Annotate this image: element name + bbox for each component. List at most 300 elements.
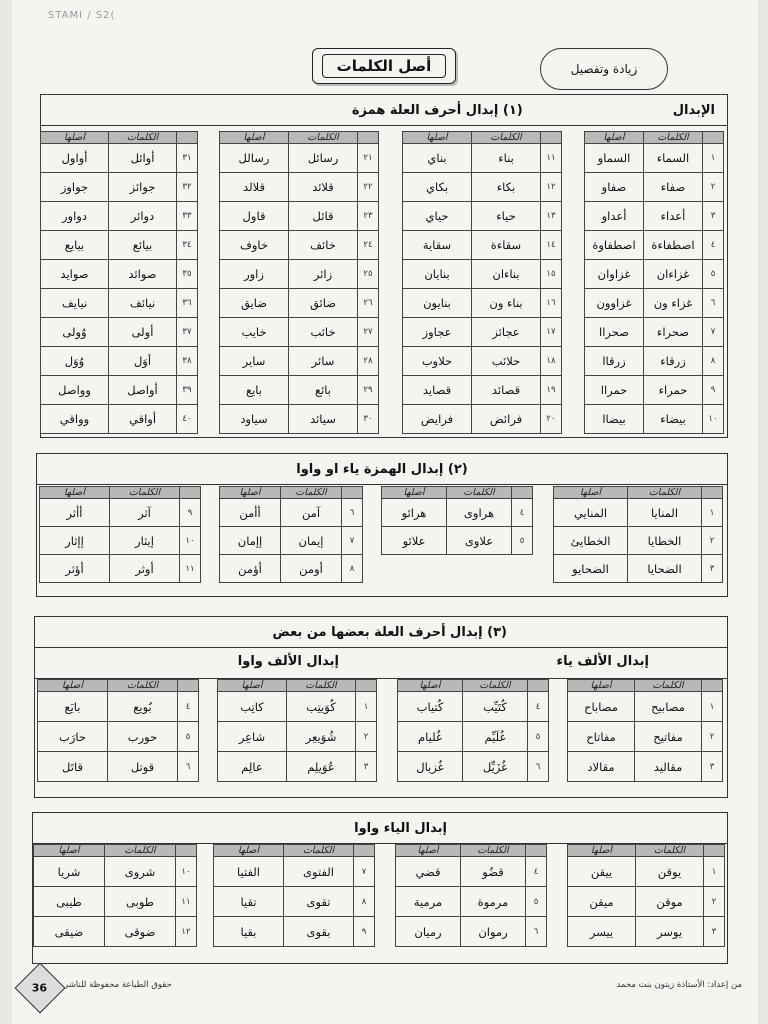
- word-cell: بائع: [289, 376, 358, 405]
- table-header-row: [34, 845, 197, 857]
- origin-cell: مفاتاح: [568, 722, 635, 752]
- word-cell: قضُو: [461, 857, 526, 887]
- table-row: [38, 692, 199, 722]
- table-row: [34, 917, 197, 947]
- section2-table-4: [39, 486, 201, 583]
- section-3: [34, 616, 728, 798]
- word-cell: بناء: [472, 144, 541, 173]
- origin-cell: بقيا: [214, 917, 284, 947]
- header-origin: أصلها: [382, 487, 447, 499]
- origin-cell: ضايق: [220, 289, 289, 318]
- origin-cell: بايع: [220, 376, 289, 405]
- word-cell: قائل: [289, 202, 358, 231]
- word-cell: بيضاء: [644, 405, 703, 434]
- word-cell: أومن: [281, 555, 342, 583]
- header-number-cell: [528, 680, 549, 692]
- word-cell: مصابيح: [635, 692, 702, 722]
- word-cell: الضحايا: [628, 555, 702, 583]
- header-origin: أصلها: [396, 845, 461, 857]
- origin-cell: رميان: [396, 917, 461, 947]
- table-row: [220, 405, 379, 434]
- table-row: [403, 405, 562, 434]
- table-row: [403, 318, 562, 347]
- footer-rights: حقوق الطباعة محفوظة للناشر: [64, 980, 172, 990]
- table-row: [214, 857, 375, 887]
- row-number: ٢٩: [358, 376, 379, 405]
- word-cell: مفاتيح: [635, 722, 702, 752]
- row-number: ٣٠: [358, 405, 379, 434]
- origin-cell: قاتَل: [38, 752, 108, 782]
- row-number: ١٧: [541, 318, 562, 347]
- header-number-cell: [356, 680, 377, 692]
- origin-cell: بيضاا: [585, 405, 644, 434]
- word-cell: حورب: [108, 722, 178, 752]
- row-number: ٩: [703, 376, 724, 405]
- table-row: [41, 202, 198, 231]
- origin-cell: صفاو: [585, 173, 644, 202]
- word-cell: عجائز: [472, 318, 541, 347]
- word-cell: بناءان: [472, 260, 541, 289]
- word-cell: غزاءان: [644, 260, 703, 289]
- word-cell: أواقي: [109, 405, 177, 434]
- header-origin: أصلها: [554, 487, 628, 499]
- origin-cell: أعداو: [585, 202, 644, 231]
- header-number-cell: [358, 132, 379, 144]
- section-2: [36, 453, 728, 597]
- row-number: ٢: [703, 173, 724, 202]
- row-number: ٢٢: [358, 173, 379, 202]
- section-3-sub-right: إبدال الألف ياء: [556, 654, 649, 669]
- table-row: [398, 692, 549, 722]
- word-cell: علاوى: [447, 527, 512, 555]
- table-header-row: [554, 487, 723, 499]
- word-cell: سيائد: [289, 405, 358, 434]
- table-row: [554, 527, 723, 555]
- word-cell: الخطايا: [628, 527, 702, 555]
- word-cell: قلائد: [289, 173, 358, 202]
- header-number-cell: [180, 487, 201, 499]
- row-number: ٥: [178, 722, 199, 752]
- header-origin: أصلها: [220, 132, 289, 144]
- table-row: [403, 231, 562, 260]
- section-4-header: [33, 813, 727, 844]
- table-row: [38, 752, 199, 782]
- origin-cell: المنايي: [554, 499, 628, 527]
- table-row: [403, 376, 562, 405]
- table-row: [34, 887, 197, 917]
- table-row: [382, 499, 533, 527]
- origin-cell: وواقي: [41, 405, 109, 434]
- origin-cell: وواصل: [41, 376, 109, 405]
- table-header-row: [220, 132, 379, 144]
- table-header-row: [382, 487, 533, 499]
- word-cell: غُزَيِّل: [463, 752, 528, 782]
- header-number-cell: [342, 487, 363, 499]
- header-word: الكلمات: [644, 132, 703, 144]
- origin-cell: أؤثر: [40, 555, 110, 583]
- table-row: [41, 144, 198, 173]
- section-3-header: [35, 617, 727, 648]
- header-origin: أصلها: [220, 487, 281, 499]
- row-number: ١: [704, 857, 725, 887]
- header-word: الكلمات: [110, 487, 180, 499]
- word-cell: قوتل: [108, 752, 178, 782]
- table-row: [403, 289, 562, 318]
- table-row: [220, 173, 379, 202]
- header-word: الكلمات: [108, 680, 178, 692]
- table-header-row: [218, 680, 377, 692]
- origin-cell: غُزيال: [398, 752, 463, 782]
- table-header-row: [403, 132, 562, 144]
- row-number: ٢: [356, 722, 377, 752]
- word-cell: صفاء: [644, 173, 703, 202]
- table-row: [220, 260, 379, 289]
- origin-cell: كُتياب: [398, 692, 463, 722]
- row-number: ٢٥: [358, 260, 379, 289]
- table-row: [403, 260, 562, 289]
- word-cell: حياء: [472, 202, 541, 231]
- header-origin: أصلها: [38, 680, 108, 692]
- row-number: ٣٢: [177, 173, 198, 202]
- table-row: [554, 555, 723, 583]
- origin-cell: فرايض: [403, 405, 472, 434]
- row-number: ٤: [526, 857, 547, 887]
- row-number: ٣: [356, 752, 377, 782]
- word-cell: عُوَيلِم: [287, 752, 356, 782]
- row-number: ٨: [354, 887, 375, 917]
- origin-cell: ييقن: [568, 857, 636, 887]
- table-row: [41, 318, 198, 347]
- origin-cell: جواوز: [41, 173, 109, 202]
- row-number: ١٢: [541, 173, 562, 202]
- row-number: ٨: [342, 555, 363, 583]
- header-word: الكلمات: [287, 680, 356, 692]
- table-row: [214, 917, 375, 947]
- header-origin: أصلها: [34, 845, 105, 857]
- cloud-label: زيادة وتفصيل: [540, 48, 668, 90]
- row-number: ٣: [703, 202, 724, 231]
- origin-cell: وُولى: [41, 318, 109, 347]
- table-row: [398, 722, 549, 752]
- table-header-row: [398, 680, 549, 692]
- origin-cell: صوايد: [41, 260, 109, 289]
- row-number: ٢٠: [541, 405, 562, 434]
- table-row: [585, 376, 724, 405]
- origin-cell: غُليام: [398, 722, 463, 752]
- section-2-title: (٢) إبدال الهمزة ياء او واوا: [296, 461, 468, 477]
- origin-cell: بايَع: [38, 692, 108, 722]
- row-number: ١١: [541, 144, 562, 173]
- section-1-side-label: الإبدال: [672, 102, 715, 118]
- word-cell: بكاء: [472, 173, 541, 202]
- table-row: [585, 173, 724, 202]
- word-cell: حلائب: [472, 347, 541, 376]
- row-number: ١٢: [176, 917, 197, 947]
- section-3-sub-left: إبدال الألف واوا: [237, 654, 339, 669]
- word-cell: غزاء ون: [644, 289, 703, 318]
- row-number: ١٤: [541, 231, 562, 260]
- table-header-row: [568, 845, 725, 857]
- word-cell: بناء ون: [472, 289, 541, 318]
- word-cell: هراوى: [447, 499, 512, 527]
- table-header-row: [585, 132, 724, 144]
- word-cell: موقن: [636, 887, 704, 917]
- row-number: ١٥: [541, 260, 562, 289]
- table-row: [398, 752, 549, 782]
- table-row: [34, 857, 197, 887]
- table-row: [220, 144, 379, 173]
- row-number: ٣: [702, 555, 723, 583]
- row-number: ٤: [528, 692, 549, 722]
- table-row: [568, 917, 725, 947]
- table-row: [403, 202, 562, 231]
- section-2-header: [37, 454, 727, 485]
- table-row: [568, 887, 725, 917]
- table-row: [218, 752, 377, 782]
- word-cell: رموان: [461, 917, 526, 947]
- header-word: الكلمات: [628, 487, 702, 499]
- row-number: ١: [703, 144, 724, 173]
- table-row: [585, 405, 724, 434]
- origin-cell: كاتِب: [218, 692, 287, 722]
- word-cell: أوائل: [109, 144, 177, 173]
- word-cell: يوقن: [636, 857, 704, 887]
- origin-cell: عالِم: [218, 752, 287, 782]
- table-row: [403, 144, 562, 173]
- page-number: 36: [32, 981, 48, 995]
- row-number: ١١: [180, 555, 201, 583]
- table-row: [396, 857, 547, 887]
- section-4-title: إبدال الياء واوا: [354, 820, 447, 836]
- table-row: [41, 231, 198, 260]
- row-number: ١: [356, 692, 377, 722]
- row-number: ٦: [178, 752, 199, 782]
- word-cell: أوثر: [110, 555, 180, 583]
- header-origin: أصلها: [41, 132, 109, 144]
- header-word: الكلمات: [463, 680, 528, 692]
- table-row: [568, 857, 725, 887]
- section1-table-1: [584, 131, 724, 434]
- origin-cell: قصايد: [403, 376, 472, 405]
- word-cell: قصائد: [472, 376, 541, 405]
- origin-cell: غزاوان: [585, 260, 644, 289]
- table-row: [220, 527, 363, 555]
- row-number: ١٦: [541, 289, 562, 318]
- word-cell: سقاءة: [472, 231, 541, 260]
- row-number: ٣: [702, 752, 723, 782]
- section-4: [32, 812, 728, 964]
- section2-table-1: [553, 486, 723, 583]
- origin-cell: هرائو: [382, 499, 447, 527]
- origin-cell: زاور: [220, 260, 289, 289]
- table-row: [41, 347, 198, 376]
- table-row: [41, 405, 198, 434]
- section-1: [40, 94, 728, 438]
- origin-cell: أواول: [41, 144, 109, 173]
- origin-cell: الخطايئ: [554, 527, 628, 555]
- row-number: ٢: [702, 527, 723, 555]
- table-row: [220, 347, 379, 376]
- word-cell: جوائز: [109, 173, 177, 202]
- section3-table-4: [37, 679, 199, 782]
- row-number: ٦: [526, 917, 547, 947]
- origin-cell: علائو: [382, 527, 447, 555]
- table-row: [220, 289, 379, 318]
- row-number: ١٨: [541, 347, 562, 376]
- row-number: ٣١: [177, 144, 198, 173]
- origin-cell: حياي: [403, 202, 472, 231]
- word-cell: إيثار: [110, 527, 180, 555]
- table-row: [396, 917, 547, 947]
- row-number: ٢: [702, 722, 723, 752]
- word-cell: شُوَيعِر: [287, 722, 356, 752]
- header-word: الكلمات: [289, 132, 358, 144]
- table-row: [585, 318, 724, 347]
- table-row: [396, 887, 547, 917]
- word-cell: صوائد: [109, 260, 177, 289]
- row-number: ١١: [176, 887, 197, 917]
- origin-cell: عجاوز: [403, 318, 472, 347]
- header-word: الكلمات: [284, 845, 354, 857]
- table-row: [218, 692, 377, 722]
- header-number-cell: [702, 487, 723, 499]
- table-header-row: [568, 680, 723, 692]
- origin-cell: بنايان: [403, 260, 472, 289]
- row-number: ٦: [342, 499, 363, 527]
- origin-cell: ضيقى: [34, 917, 105, 947]
- footer-author: من إعداد: الأستاذة زيتون بنت محمد: [616, 980, 742, 990]
- origin-cell: الفتيا: [214, 857, 284, 887]
- origin-cell: ميقن: [568, 887, 636, 917]
- origin-cell: أؤمن: [220, 555, 281, 583]
- word-cell: إيمان: [281, 527, 342, 555]
- word-cell: زائر: [289, 260, 358, 289]
- origin-cell: شريا: [34, 857, 105, 887]
- origin-cell: سياود: [220, 405, 289, 434]
- word-cell: أواصل: [109, 376, 177, 405]
- table-row: [40, 555, 201, 583]
- origin-cell: خاوف: [220, 231, 289, 260]
- origin-cell: صحراا: [585, 318, 644, 347]
- row-number: ١٠: [176, 857, 197, 887]
- section1-table-4: [40, 131, 198, 434]
- origin-cell: اصطفاوة: [585, 231, 644, 260]
- table-row: [585, 347, 724, 376]
- row-number: ٢٧: [358, 318, 379, 347]
- row-number: ١٠: [180, 527, 201, 555]
- word-cell: السماء: [644, 144, 703, 173]
- word-cell: آمن: [281, 499, 342, 527]
- table-row: [220, 318, 379, 347]
- origin-cell: سقاية: [403, 231, 472, 260]
- table-row: [40, 499, 201, 527]
- origin-cell: دواور: [41, 202, 109, 231]
- origin-cell: خايب: [220, 318, 289, 347]
- section3-table-2: [397, 679, 549, 782]
- table-row: [218, 722, 377, 752]
- word-cell: خائب: [289, 318, 358, 347]
- table-row: [554, 499, 723, 527]
- table-row: [220, 231, 379, 260]
- row-number: ٦: [528, 752, 549, 782]
- table-row: [220, 376, 379, 405]
- word-cell: اصطفاءة: [644, 231, 703, 260]
- header-origin: أصلها: [40, 487, 110, 499]
- origin-cell: رسالل: [220, 144, 289, 173]
- word-cell: الفتوى: [284, 857, 354, 887]
- origin-cell: غزاوون: [585, 289, 644, 318]
- table-header-row: [220, 487, 363, 499]
- origin-cell: قلالد: [220, 173, 289, 202]
- row-number: ٦: [703, 289, 724, 318]
- header-number-cell: [704, 845, 725, 857]
- header-number-cell: [177, 132, 198, 144]
- section-3-title: (٣) إبدال أحرف العلة بعضها من بعض: [272, 624, 507, 640]
- header-number-cell: [702, 680, 723, 692]
- section2-table-3: [219, 486, 363, 583]
- origin-cell: زرقاا: [585, 347, 644, 376]
- section3-table-3: [217, 679, 377, 782]
- row-number: ٤: [512, 499, 533, 527]
- section-3-subheader: [35, 648, 727, 679]
- word-cell: تقوى: [284, 887, 354, 917]
- section4-table-1: [567, 844, 725, 947]
- origin-cell: مقالاد: [568, 752, 635, 782]
- table-row: [41, 376, 198, 405]
- table-row: [40, 527, 201, 555]
- origin-cell: بكاي: [403, 173, 472, 202]
- page-title-box: [312, 48, 456, 84]
- word-cell: أولى: [109, 318, 177, 347]
- row-number: ٥: [528, 722, 549, 752]
- word-cell: دوائر: [109, 202, 177, 231]
- row-number: ١٠: [703, 405, 724, 434]
- row-number: ٤: [703, 231, 724, 260]
- row-number: ٢٦: [358, 289, 379, 318]
- origin-cell: وُوَل: [41, 347, 109, 376]
- table-row: [382, 527, 533, 555]
- word-cell: كُوَيتِب: [287, 692, 356, 722]
- origin-cell: الضحايو: [554, 555, 628, 583]
- row-number: ٢: [704, 887, 725, 917]
- word-cell: زرقاء: [644, 347, 703, 376]
- table-row: [403, 347, 562, 376]
- header-number-cell: [703, 132, 724, 144]
- section1-table-3: [219, 131, 379, 434]
- word-cell: غُلَيِّم: [463, 722, 528, 752]
- table-row: [568, 752, 723, 782]
- word-cell: أوَل: [109, 347, 177, 376]
- table-row: [38, 722, 199, 752]
- table-row: [41, 289, 198, 318]
- origin-cell: تقيا: [214, 887, 284, 917]
- origin-cell: حمراا: [585, 376, 644, 405]
- row-number: ٥: [512, 527, 533, 555]
- table-row: [585, 231, 724, 260]
- word-cell: طوبى: [105, 887, 176, 917]
- origin-cell: إإمان: [220, 527, 281, 555]
- row-number: ٣٣: [177, 202, 198, 231]
- table-row: [220, 555, 363, 583]
- word-cell: شروى: [105, 857, 176, 887]
- row-number: ٢١: [358, 144, 379, 173]
- word-cell: بيائع: [109, 231, 177, 260]
- origin-cell: إإثار: [40, 527, 110, 555]
- word-cell: حمراء: [644, 376, 703, 405]
- origin-cell: قضي: [396, 857, 461, 887]
- table-row: [220, 499, 363, 527]
- header-word: الكلمات: [281, 487, 342, 499]
